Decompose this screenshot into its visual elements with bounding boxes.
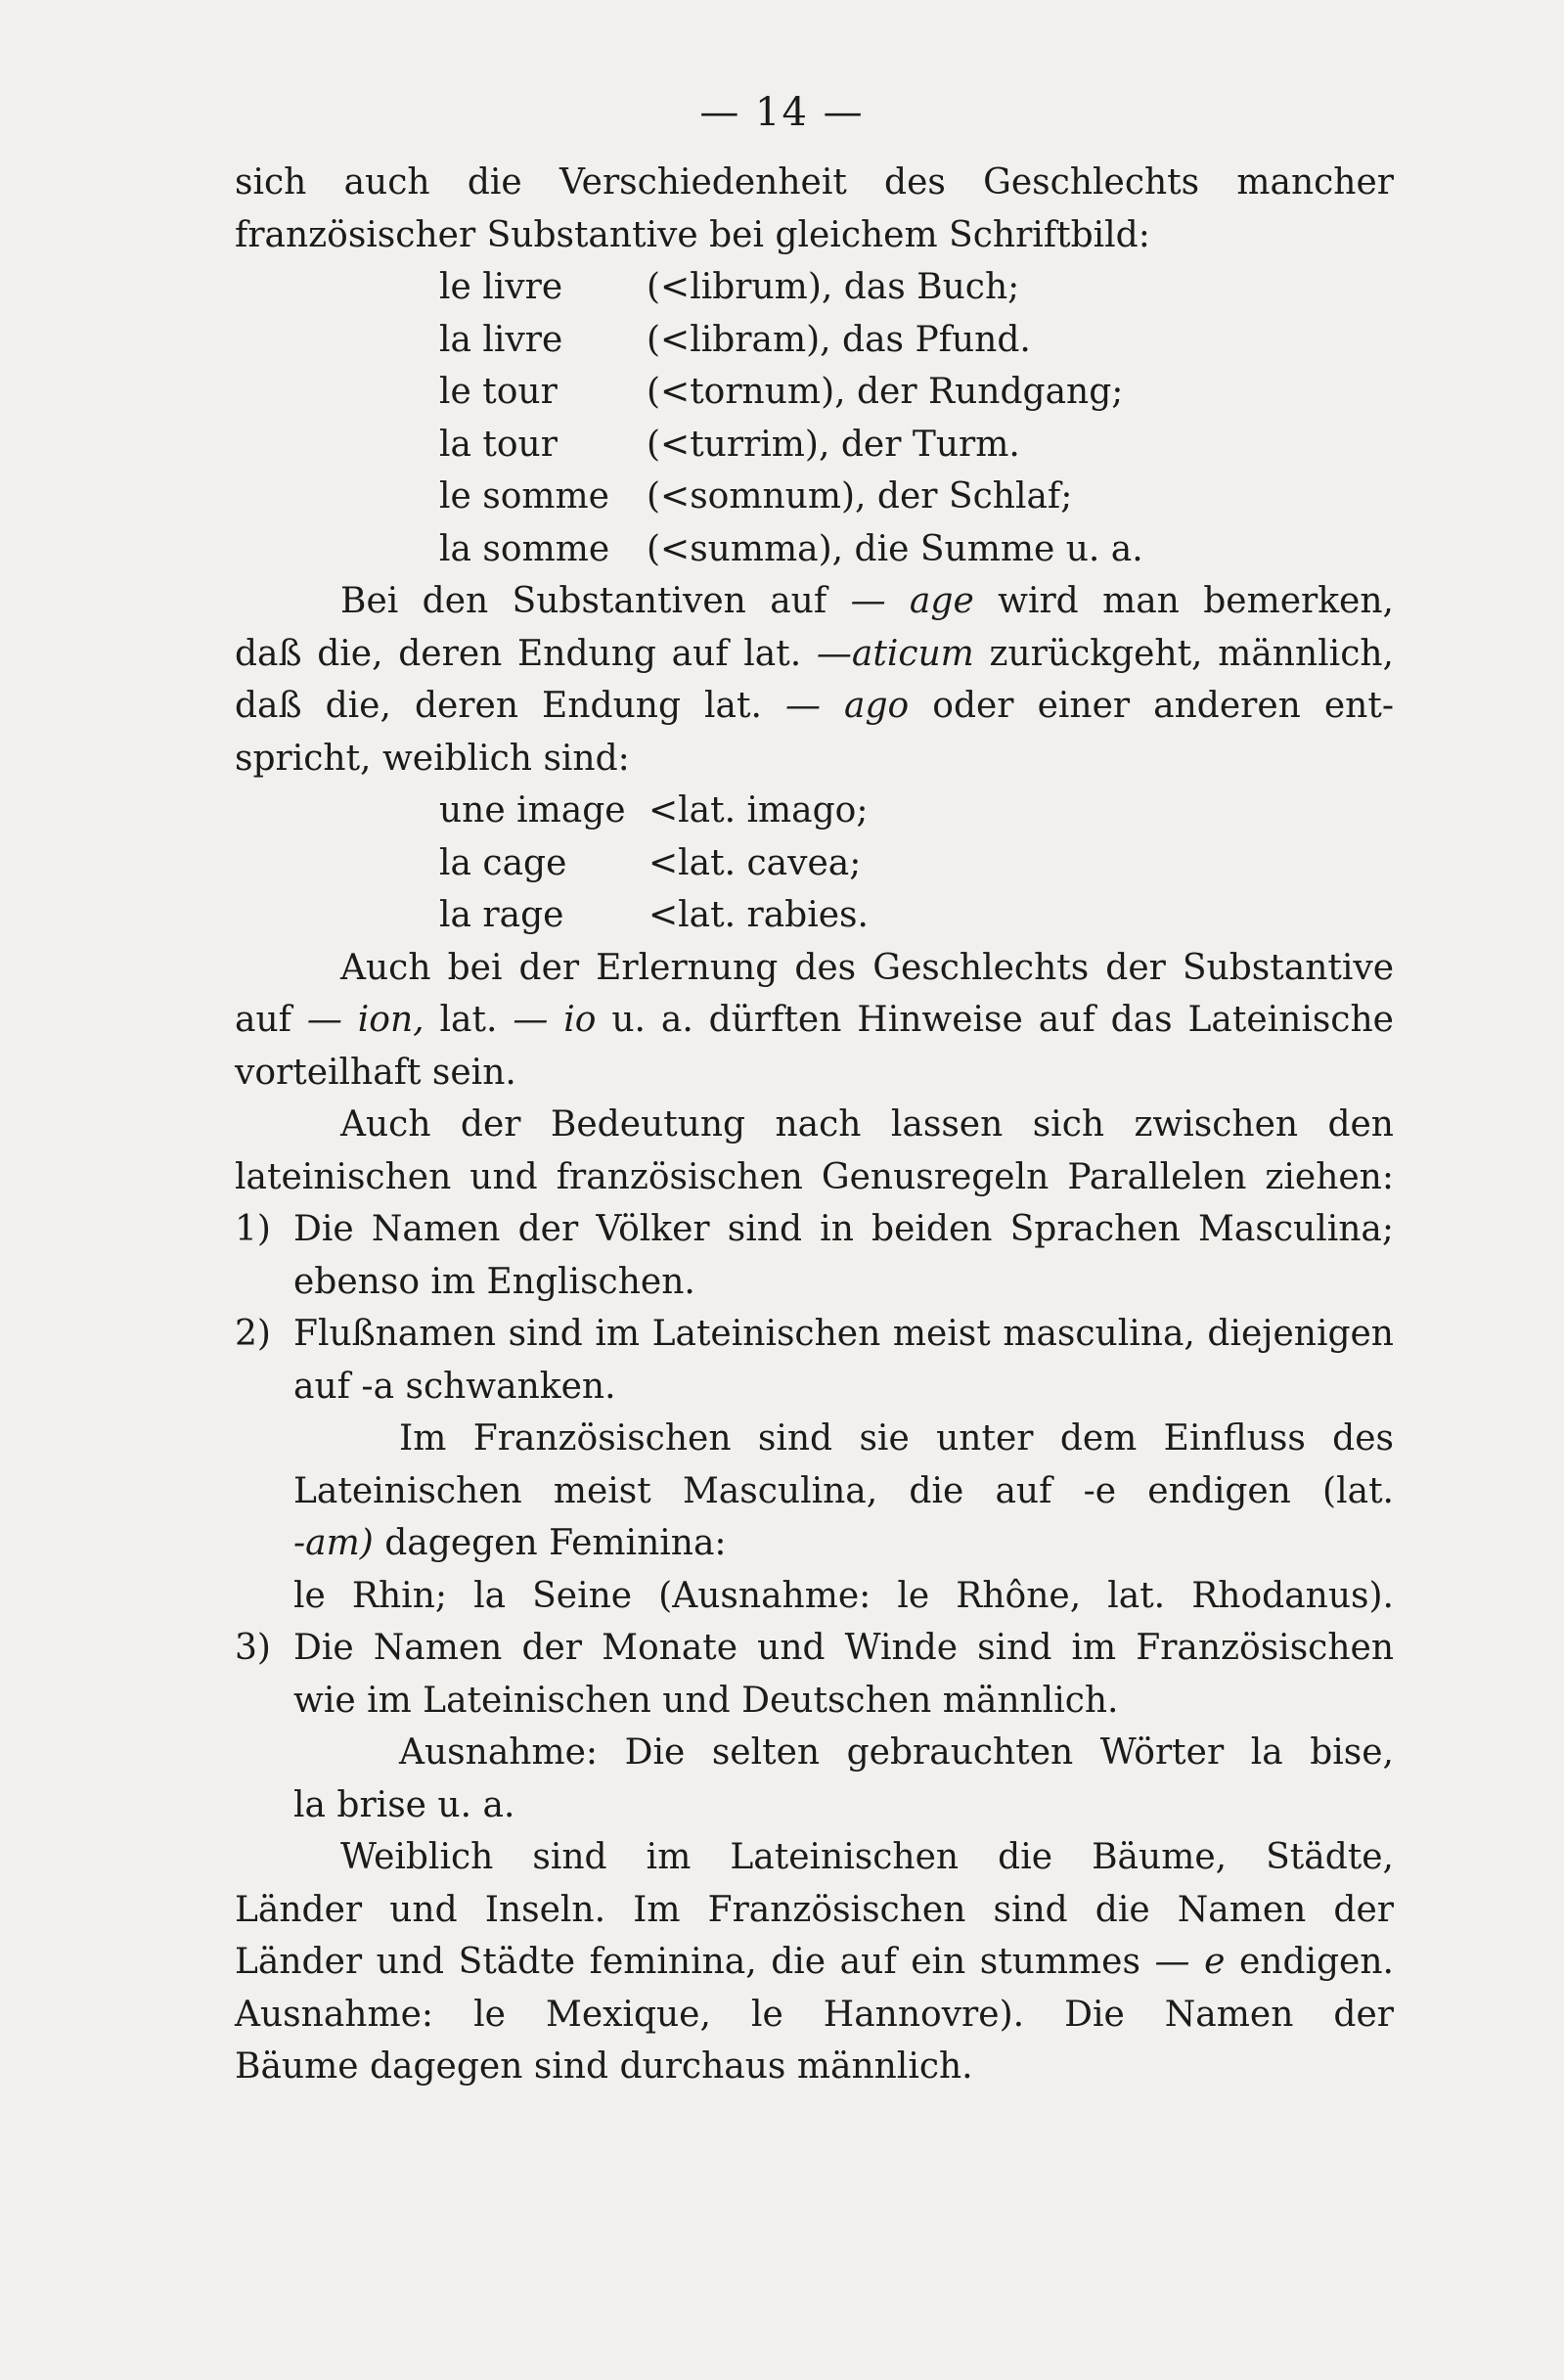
text-line: auf — ion, lat. — io u. a. dürften Hinweise auf das Lateinische [235, 1000, 1394, 1040]
example-word: la somme [439, 528, 610, 569]
text-line: vorteilhaft sein. [235, 1052, 516, 1093]
example-line [235, 785, 1394, 837]
list-number: 1) [235, 1209, 271, 1249]
italic-suffix: — age [850, 581, 974, 621]
example-list-age [235, 785, 1394, 942]
example-word: la rage [439, 895, 564, 935]
example-gloss: <lat. rabies. [648, 895, 869, 935]
text-line: wie im Lateinischen und Deutschen männlich. [293, 1680, 1119, 1721]
text-line: lateinischen und französischen Genusregeln Parallelen ziehen: [235, 1156, 1394, 1197]
text-line: la brise u. a. [293, 1784, 515, 1825]
italic-suffix: — e [1154, 1942, 1226, 1982]
numbered-rule-2 [235, 1308, 1394, 1622]
text-line: -am) dagegen Feminina: [293, 1523, 727, 1563]
example-line [235, 889, 1394, 942]
example-gloss: (<summa), die Summe u. a. [647, 528, 1143, 569]
page-body [235, 157, 1394, 2093]
example-word: la tour [439, 424, 558, 465]
example-gloss: (<somnum), der Schlaf; [647, 476, 1073, 516]
text-line: 1) Die Namen der Völker sind in beiden Sprachen Masculina; [235, 1203, 1394, 1256]
text-line: Auch bei der Erlernung des Geschlechts der Substantive [340, 947, 1394, 988]
italic-suffix: — io [513, 1000, 597, 1040]
text-line: Länder und Inseln. Im Französischen sind die Namen der [235, 1889, 1394, 1930]
text-line: auf -a schwanken. [293, 1366, 616, 1407]
text-line: Lateinischen meist Masculina, die auf -e endigen (lat. [293, 1470, 1394, 1511]
text-line: daß die, deren Endung lat. — ago oder einer anderen ent- [235, 686, 1394, 726]
example-word: le livre [439, 267, 563, 307]
example-word: la livre [439, 319, 563, 360]
text-line: daß die, deren Endung auf lat. —aticum zurückgeht, männlich, [235, 633, 1394, 674]
text-line: Weiblich sind im Lateinischen die Bäume, Städte, [340, 1837, 1394, 1877]
example-line [235, 523, 1394, 576]
text-line: Im Französischen sind sie unter dem Einfluss des [399, 1418, 1394, 1459]
example-word: une image [439, 790, 626, 831]
text-line: Ausnahme: le Mexique, le Hannovre). Die Namen der [235, 1994, 1394, 2035]
text-line: französischer Substantive bei gleichem Schriftbild: [235, 214, 1150, 255]
italic-suffix: -am) [293, 1523, 374, 1563]
example-line [235, 419, 1394, 472]
example-gloss: (<libram), das Pfund. [647, 319, 1031, 360]
example-gloss: (<tornum), der Rundgang; [647, 372, 1124, 412]
list-number: 3) [235, 1628, 271, 1668]
text-line: le Rhin; la Seine (Ausnahme: le Rhône, lat. Rhodanus). [293, 1575, 1394, 1616]
example-line [235, 837, 1394, 890]
text-line: spricht, weiblich sind: [235, 738, 630, 779]
text-line: 2) Flußnamen sind im Lateinischen meist masculina, diejenigen [235, 1308, 1394, 1361]
text-line: 3) Die Namen der Monate und Winde sind im Französischen [235, 1622, 1394, 1675]
example-line [235, 471, 1394, 523]
text-line: Auch der Bedeutung nach lassen sich zwischen den [340, 1104, 1394, 1145]
example-gloss: <lat. imago; [648, 790, 869, 831]
example-gloss: (<turrim), der Turm. [647, 424, 1020, 465]
example-line [235, 314, 1394, 367]
example-line [235, 261, 1394, 314]
text-line: sich auch die Verschiedenheit des Geschlechts mancher [235, 162, 1394, 202]
italic-suffix: — ion, [306, 1000, 425, 1040]
text-line: Ausnahme: Die selten gebrauchten Wörter la bise, [399, 1732, 1394, 1773]
example-word: le somme [439, 476, 609, 516]
list-number: 2) [235, 1314, 271, 1354]
example-gloss: <lat. cavea; [648, 842, 862, 883]
text-line: Länder und Städte feminina, die auf ein stummes — e endigen. [235, 1942, 1394, 1982]
text-line: ebenso im Englischen. [293, 1261, 695, 1302]
example-list-homonyms [235, 261, 1394, 575]
numbered-rule-3 [235, 1622, 1394, 1831]
numbered-rule-1 [235, 1203, 1394, 1308]
italic-suffix: — ago [784, 686, 910, 726]
example-gloss: (<librum), das Buch; [647, 267, 1020, 307]
text-line: Bei den Substantiven auf — age wird man bemerken, [340, 581, 1394, 621]
italic-suffix: —aticum [816, 633, 974, 674]
example-word: le tour [439, 372, 558, 412]
page-number: — 14 — [699, 90, 865, 135]
example-line [235, 366, 1394, 419]
example-word: la cage [439, 842, 567, 883]
text-line: Bäume dagegen sind durchaus männlich. [235, 2046, 973, 2087]
